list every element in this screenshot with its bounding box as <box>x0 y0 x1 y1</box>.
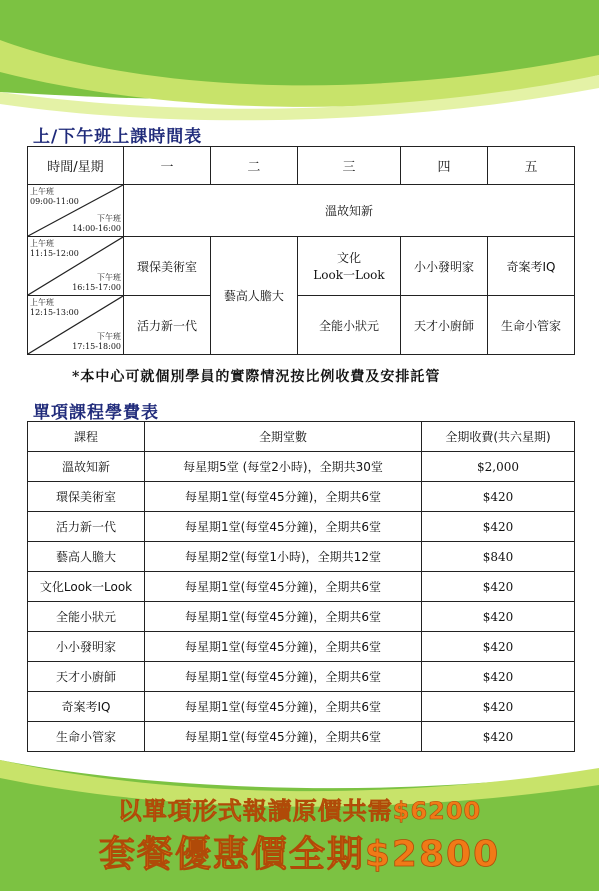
all-week-course-cell: 溫故知新 <box>124 185 575 237</box>
fee-sessions: 每星期1堂(每堂45分鐘)，全期共6堂 <box>145 722 422 752</box>
course-cell-thu: 天才小廚師 <box>401 296 488 355</box>
am-time: 11:15-12:00 <box>30 249 79 258</box>
fee-price: $420 <box>422 572 575 602</box>
am-time: 09:00-11:00 <box>30 197 79 206</box>
fee-row <box>28 722 575 752</box>
fee-row <box>28 662 575 692</box>
am-time: 12:15-13:00 <box>30 308 79 317</box>
fee-table <box>27 421 575 752</box>
fee-price: $420 <box>422 602 575 632</box>
fee-sessions: 每星期5堂 (每堂2小時)，全期共30堂 <box>145 452 422 482</box>
schedule-table <box>27 146 575 355</box>
fee-sessions: 每星期1堂(每堂45分鐘)，全期共6堂 <box>145 692 422 722</box>
fee-sessions: 每星期1堂(每堂45分鐘)，全期共6堂 <box>145 662 422 692</box>
fee-header-price: 全期收費(共六星期) <box>422 422 575 452</box>
fee-price: $420 <box>422 662 575 692</box>
course-cell-fri: 奇案考IQ <box>488 237 575 296</box>
arrangement-note: *本中心可就個別學員的實際情況按比例收費及安排託管 <box>72 369 441 385</box>
am-label: 上午班 <box>30 298 54 307</box>
schedule-title: 上/下午班上課時間表 <box>33 127 203 147</box>
fee-table-title: 單項課程學費表 <box>33 403 159 423</box>
fee-row <box>28 602 575 632</box>
day-header-tue: 二 <box>210 147 297 185</box>
fee-row <box>28 512 575 542</box>
schedule-row-2 <box>28 237 575 296</box>
schedule-row-1 <box>28 185 575 237</box>
fee-sessions: 每星期1堂(每堂45分鐘)，全期共6堂 <box>145 512 422 542</box>
am-label: 上午班 <box>30 187 54 196</box>
day-header-fri: 五 <box>488 147 575 185</box>
fee-sessions: 每星期1堂(每堂45分鐘)，全期共6堂 <box>145 602 422 632</box>
time-slot-1 <box>28 185 124 237</box>
fee-price: $420 <box>422 632 575 662</box>
fee-sessions: 每星期1堂(每堂45分鐘)，全期共6堂 <box>145 632 422 662</box>
fee-course: 環保美術室 <box>28 482 145 512</box>
course-line-1: 文化 <box>336 251 361 265</box>
fee-course: 小小發明家 <box>28 632 145 662</box>
course-cell-tue-merged: 藝高人膽大 <box>210 237 297 355</box>
course-cell-mon: 活力新一代 <box>124 296 211 355</box>
course-cell-wed: 全能小狀元 <box>297 296 400 355</box>
time-slot-2 <box>28 237 124 296</box>
fee-header-row <box>28 422 575 452</box>
day-header-mon: 一 <box>124 147 211 185</box>
course-cell-mon: 環保美術室 <box>124 237 211 296</box>
day-header-wed: 三 <box>297 147 400 185</box>
pm-time: 16:15-17:00 <box>72 283 121 292</box>
fee-row <box>28 692 575 722</box>
fee-price: $420 <box>422 482 575 512</box>
fee-price: $420 <box>422 722 575 752</box>
am-label: 上午班 <box>30 239 54 248</box>
package-price-promo: 套餐優惠價全期$2800 <box>98 834 501 875</box>
fee-course: 全能小狀元 <box>28 602 145 632</box>
fee-course: 文化Look一Look <box>28 572 145 602</box>
course-line-2: Look一Look <box>313 268 385 282</box>
original-price-promo: 以單項形式報讀原價共需$6200 <box>117 797 482 825</box>
day-header-thu: 四 <box>401 147 488 185</box>
fee-course: 天才小廚師 <box>28 662 145 692</box>
fee-sessions: 每星期1堂(每堂45分鐘)，全期共6堂 <box>145 572 422 602</box>
pm-time: 17:15-18:00 <box>72 342 121 351</box>
fee-price: $420 <box>422 692 575 722</box>
fee-row <box>28 482 575 512</box>
fee-sessions: 每星期2堂(每堂1小時)，全期共12堂 <box>145 542 422 572</box>
course-cell-wed <box>297 237 400 296</box>
schedule-header-row <box>28 147 575 185</box>
course-cell-thu: 小小發明家 <box>401 237 488 296</box>
fee-sessions: 每星期1堂(每堂45分鐘)，全期共6堂 <box>145 482 422 512</box>
time-slot-3 <box>28 296 124 355</box>
fee-course: 溫故知新 <box>28 452 145 482</box>
fee-header-sessions: 全期堂數 <box>145 422 422 452</box>
schedule-corner-header: 時間/星期 <box>28 147 124 185</box>
pm-time: 14:00-16:00 <box>72 224 121 233</box>
fee-row <box>28 452 575 482</box>
fee-course: 奇案考IQ <box>28 692 145 722</box>
fee-row <box>28 542 575 572</box>
pm-label: 下午班 <box>97 273 121 282</box>
fee-course: 藝高人膽大 <box>28 542 145 572</box>
fee-row <box>28 572 575 602</box>
pm-label: 下午班 <box>97 332 121 341</box>
schedule-row-3 <box>28 296 575 355</box>
pm-label: 下午班 <box>97 214 121 223</box>
fee-header-course: 課程 <box>28 422 145 452</box>
fee-price: $2,000 <box>422 452 575 482</box>
fee-price: $420 <box>422 512 575 542</box>
course-cell-fri: 生命小管家 <box>488 296 575 355</box>
fee-price: $840 <box>422 542 575 572</box>
fee-course: 活力新一代 <box>28 512 145 542</box>
fee-course: 生命小管家 <box>28 722 145 752</box>
fee-row <box>28 632 575 662</box>
